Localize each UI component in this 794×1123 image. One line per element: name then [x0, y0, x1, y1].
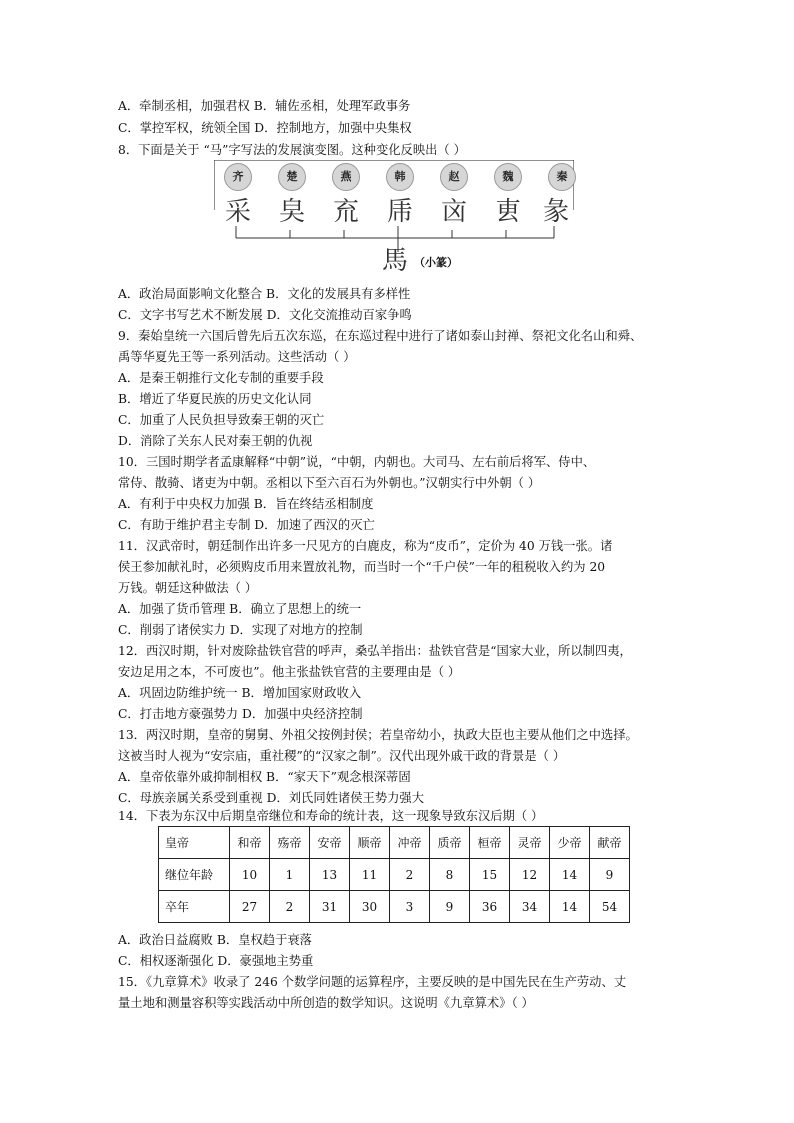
glyph-variant-yan: 㐬 — [332, 197, 359, 227]
q12-stem-1: 12．西汉时期，针对废除盐铁官营的呼声，桑弘羊指出：盐铁官营是“国家大业，所以制四夷， — [118, 644, 632, 658]
table-cell: 14 — [550, 859, 590, 891]
emperor-stats-table — [158, 826, 630, 923]
q11-stem-1: 11．汉武帝时，朝廷制作出许多一尺见方的白鹿皮，称为“皮币”，定价为 40 万钱一张。诸 — [118, 539, 613, 553]
glyph-variant-qin: 彖 — [542, 197, 569, 227]
table-cell: 3 — [390, 891, 430, 923]
state-badge-yan: 燕 — [332, 163, 360, 191]
table-cell: 殇帝 — [270, 827, 310, 859]
table-cell: 9 — [590, 859, 630, 891]
q9-option-c: C．加重了人民负担导致秦王朝的灭亡 — [118, 413, 325, 427]
q7-options-ab: A．牵制丞相，加强君权 B．辅佐丞相，处理军政事务 — [118, 99, 411, 113]
q15-stem-1: 15．《九章算术》收录了 246 个数学问题的运算程序，主要反映的是中国先民在生产劳动、丈 — [118, 975, 627, 989]
table-cell: 卒年 — [159, 891, 230, 923]
q13-options-cd: C．母族亲属关系受到重视 D．刘氏同姓诸侯王势力强大 — [118, 791, 425, 805]
q9-option-b: B．增近了华夏民族的历史文化认同 — [118, 392, 312, 406]
q13-options-ab: A．皇帝依靠外戚抑制相权 B．“家天下”观念根深蒂固 — [118, 770, 411, 784]
table-cell: 献帝 — [590, 827, 630, 859]
q15-stem-2: 量土地和测量容积等实践活动中所创造的数学知识。这说明《九章算术》（ ） — [118, 996, 534, 1010]
q11-options-ab: A．加强了货币管理 B．确立了思想上的统一 — [118, 602, 362, 616]
state-badge-chu: 楚 — [278, 163, 306, 191]
table-cell: 11 — [350, 859, 390, 891]
state-badge-zhao: 赵 — [440, 163, 468, 191]
table-cell: 2 — [270, 891, 310, 923]
q8-options-cd: C．文字书写艺术不断发展 D．文化交流推动百家争鸣 — [118, 308, 412, 322]
table-cell: 54 — [590, 891, 630, 923]
table-cell: 继位年龄 — [159, 859, 230, 891]
table-cell: 27 — [230, 891, 270, 923]
table-cell: 12 — [510, 859, 550, 891]
table-row — [159, 827, 630, 859]
q10-options-cd: C．有助于维护君主专制 D．加速了西汉的灭亡 — [118, 518, 375, 532]
table-cell: 10 — [230, 859, 270, 891]
table-cell: 2 — [390, 859, 430, 891]
glyph-variant-qi: 采 — [224, 197, 251, 227]
q11-options-cd: C．削弱了诸侯实力 D．实现了对地方的控制 — [118, 623, 363, 637]
q14-stem: 14．下表为东汉中后期皇帝继位和寿命的统计表，这一现象导致东汉后期（ ） — [118, 809, 544, 823]
table-cell: 冲帝 — [390, 827, 430, 859]
state-badge-qi: 齐 — [224, 163, 252, 191]
xiaozhuan-glyph: 馬 — [382, 246, 409, 276]
q12-options-ab: A．巩固边防维护统一 B．增加国家财政收入 — [118, 686, 362, 700]
state-badge-wei: 魏 — [494, 163, 522, 191]
table-cell: 30 — [350, 891, 390, 923]
q14-options-ab: A．政治日益腐败 B．皇权趋于衰落 — [118, 933, 312, 947]
table-row — [159, 859, 630, 891]
glyph-variant-han: 乕 — [386, 197, 413, 227]
table-cell: 和帝 — [230, 827, 270, 859]
state-badge-qin: 秦 — [548, 163, 576, 191]
table-cell: 安帝 — [310, 827, 350, 859]
table-cell: 14 — [550, 891, 590, 923]
table-cell: 36 — [470, 891, 510, 923]
q10-options-ab: A．有利于中央权力加强 B．旨在终结丞相制度 — [118, 497, 374, 511]
table-cell: 9 — [430, 891, 470, 923]
q11-stem-2: 侯王参加献礼时，必须购皮币用来置放礼物，而当时一个“千户侯”一年的租税收入约为 20 — [118, 560, 606, 574]
q9-stem-1: 9．秦始皇统一六国后曾先后五次东巡，在东巡过程中进行了诸如泰山封禅、祭祀文化名山和舜、 — [118, 329, 643, 343]
q12-stem-2: 安边足用之本，不可废也”。他主张盐铁官营的主要理由是（ ） — [118, 665, 461, 679]
q8-options-ab: A．政治局面影响文化整合 B．文化的发展具有多样性 — [118, 287, 411, 301]
table-cell: 15 — [470, 859, 510, 891]
q10-stem-2: 常侍、散骑、诸吏为中朝。丞相以下至六百石为外朝也。”汉朝实行中外朝（ ） — [118, 476, 541, 490]
q8-stem: 8．下面是关于 “马”字写法的发展演变图。这种变化反映出（ ） — [118, 143, 466, 157]
table-cell: 质帝 — [430, 827, 470, 859]
table-cell: 31 — [310, 891, 350, 923]
table-cell: 1 — [270, 859, 310, 891]
table-cell: 8 — [430, 859, 470, 891]
table-cell: 少帝 — [550, 827, 590, 859]
q14-options-cd: C．相权逐渐强化 D．豪强地主势重 — [118, 954, 314, 968]
glyph-variant-zhao: 㐫 — [440, 197, 467, 227]
q10-stem-1: 10．三国时期学者孟康解释“中朝”说，“中朝，内朝也。大司马、左右前后将军、侍中、 — [118, 455, 596, 469]
state-badge-han: 韩 — [386, 163, 414, 191]
table-cell: 桓帝 — [470, 827, 510, 859]
q12-options-cd: C．打击地方豪强势力 D．加强中央经济控制 — [118, 707, 363, 721]
q9-option-d: D．消除了关东人民对秦王朝的仇视 — [118, 434, 313, 448]
table-cell: 顺帝 — [350, 827, 390, 859]
table-cell: 13 — [310, 859, 350, 891]
horse-character-evolution-figure — [214, 160, 576, 280]
q13-stem-1: 13．两汉时期，皇帝的舅舅、外祖父按例封侯；若皇帝幼小，执政大臣也主要从他们之中选择。 — [118, 728, 638, 742]
table-cell: 灵帝 — [510, 827, 550, 859]
glyph-variant-chu: 㚖 — [278, 197, 305, 227]
xiaozhuan-label: （小篆） — [414, 256, 458, 269]
table-cell: 34 — [510, 891, 550, 923]
glyph-variant-wei: 叀 — [494, 197, 521, 227]
table-cell: 皇帝 — [159, 827, 230, 859]
q9-stem-2: 禹等华夏先王等一系列活动。这些活动（ ） — [118, 350, 356, 364]
q9-option-a: A．是秦王朝推行文化专制的重要手段 — [118, 371, 324, 385]
table-row — [159, 891, 630, 923]
q7-options-cd: C．掌控军权，统领全国 D．控制地方，加强中央集权 — [118, 121, 412, 135]
q13-stem-2: 这被当时人视为“安宗庙，重社稷”的“汉家之制”。汉代出现外戚干政的背景是（ ） — [118, 749, 566, 763]
q11-stem-3: 万钱。朝廷这种做法（ ） — [118, 581, 258, 595]
